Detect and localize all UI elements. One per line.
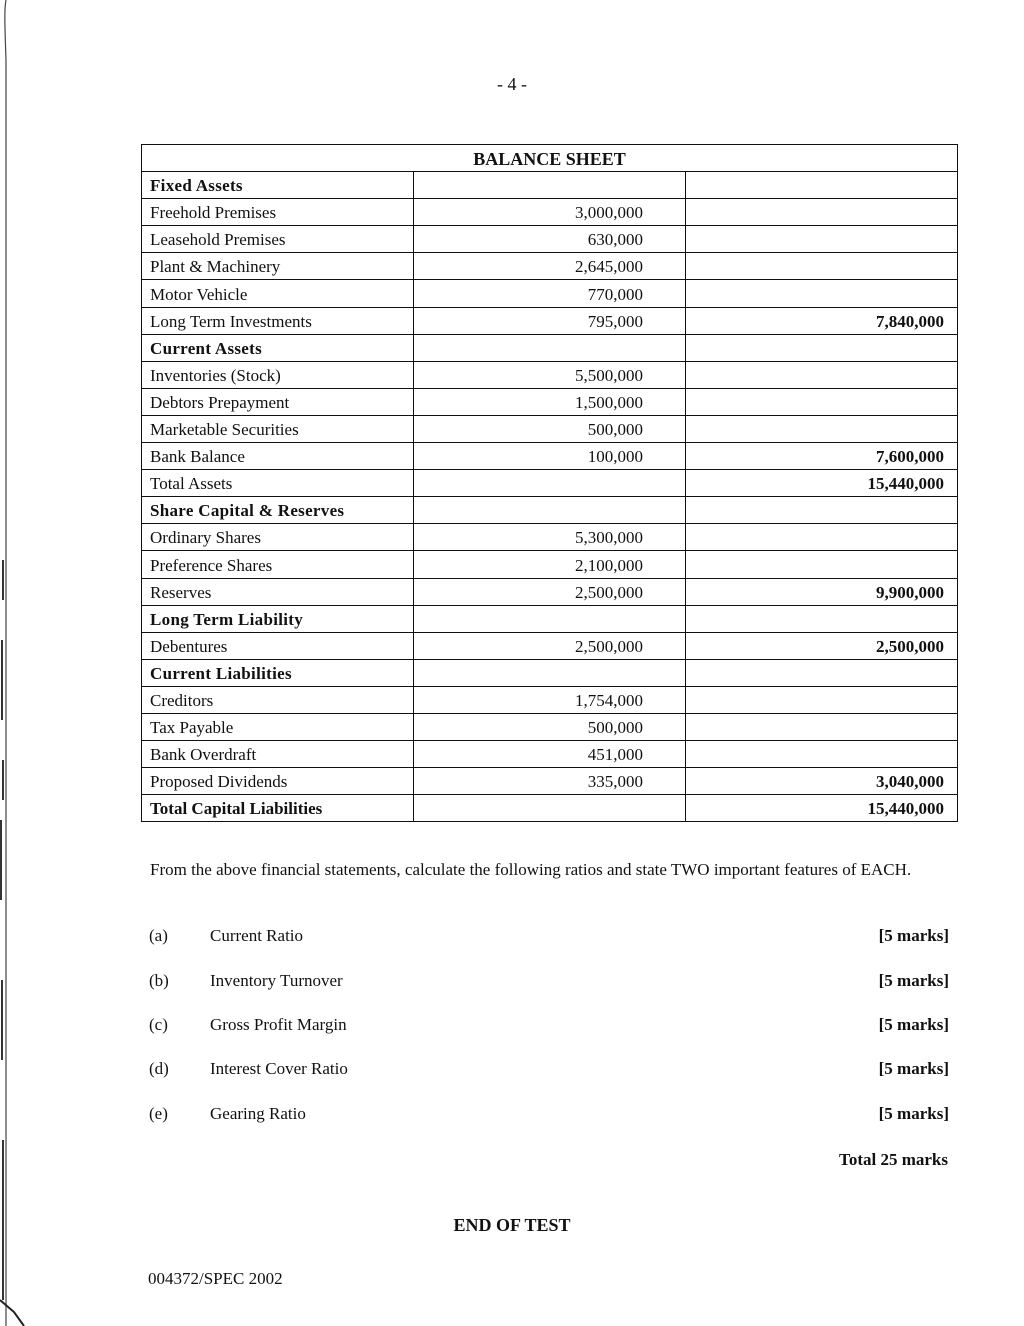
row-amount xyxy=(414,497,686,524)
row-amount xyxy=(414,795,686,822)
row-amount: 500,000 xyxy=(414,415,686,442)
row-label: Motor Vehicle xyxy=(142,280,414,307)
row-label: Reserves xyxy=(142,578,414,605)
row-label: Inventories (Stock) xyxy=(142,361,414,388)
row-amount: 2,645,000 xyxy=(414,253,686,280)
row-amount xyxy=(414,605,686,632)
row-label: Debentures xyxy=(142,632,414,659)
question-letter: (d) xyxy=(149,1059,169,1078)
row-label: Tax Payable xyxy=(142,713,414,740)
section-heading: Long Term Liability xyxy=(142,605,414,632)
question-item xyxy=(149,1104,949,1128)
table-row xyxy=(142,578,958,605)
row-amount: 2,500,000 xyxy=(414,578,686,605)
question-marks: [5 marks] xyxy=(878,926,949,945)
question-letter: (c) xyxy=(149,1015,168,1034)
row-total xyxy=(686,199,958,226)
row-amount xyxy=(414,172,686,199)
row-amount xyxy=(414,334,686,361)
row-amount: 770,000 xyxy=(414,280,686,307)
row-label: Proposed Dividends xyxy=(142,768,414,795)
row-label: Freehold Premises xyxy=(142,199,414,226)
row-label: Marketable Securities xyxy=(142,415,414,442)
row-label: Creditors xyxy=(142,686,414,713)
question-name: Gearing Ratio xyxy=(210,1104,306,1123)
row-label: Bank Overdraft xyxy=(142,741,414,768)
row-amount: 630,000 xyxy=(414,226,686,253)
row-amount: 500,000 xyxy=(414,713,686,740)
row-total xyxy=(686,334,958,361)
row-amount: 3,000,000 xyxy=(414,199,686,226)
end-of-test: END OF TEST xyxy=(453,1215,571,1235)
row-total xyxy=(686,497,958,524)
table-row xyxy=(142,172,958,199)
question-letter: (a) xyxy=(149,926,168,945)
table-title: BALANCE SHEET xyxy=(142,145,958,172)
row-label: Plant & Machinery xyxy=(142,253,414,280)
table-row xyxy=(142,199,958,226)
row-total: 9,900,000 xyxy=(686,578,958,605)
total-marks: Total 25 marks xyxy=(839,1150,948,1169)
row-label: Total Assets xyxy=(142,470,414,497)
row-amount: 2,100,000 xyxy=(414,551,686,578)
row-total xyxy=(686,280,958,307)
question-item xyxy=(149,1015,949,1039)
question-name: Gross Profit Margin xyxy=(210,1015,347,1034)
table-row xyxy=(142,226,958,253)
question-marks: [5 marks] xyxy=(878,971,949,990)
table-row xyxy=(142,741,958,768)
question-name: Interest Cover Ratio xyxy=(210,1059,348,1078)
row-total xyxy=(686,172,958,199)
row-amount: 2,500,000 xyxy=(414,632,686,659)
table-row xyxy=(142,632,958,659)
row-amount: 5,300,000 xyxy=(414,524,686,551)
table-header-row xyxy=(142,145,958,172)
question-item xyxy=(149,971,949,995)
row-total xyxy=(686,741,958,768)
row-amount xyxy=(414,470,686,497)
table-row xyxy=(142,253,958,280)
section-heading: Fixed Assets xyxy=(142,172,414,199)
row-amount: 795,000 xyxy=(414,307,686,334)
question-marks: [5 marks] xyxy=(878,1015,949,1034)
row-total xyxy=(686,388,958,415)
row-total xyxy=(686,524,958,551)
table-row xyxy=(142,686,958,713)
table-row xyxy=(142,361,958,388)
table-row xyxy=(142,659,958,686)
table-row xyxy=(142,388,958,415)
table-row xyxy=(142,713,958,740)
question-name: Inventory Turnover xyxy=(210,971,343,990)
page-number: - 4 - xyxy=(497,74,527,94)
table-row xyxy=(142,415,958,442)
row-amount: 5,500,000 xyxy=(414,361,686,388)
section-heading: Current Liabilities xyxy=(142,659,414,686)
row-amount: 451,000 xyxy=(414,741,686,768)
row-amount: 1,754,000 xyxy=(414,686,686,713)
row-label: Bank Balance xyxy=(142,443,414,470)
row-total xyxy=(686,605,958,632)
row-total xyxy=(686,551,958,578)
table-row xyxy=(142,280,958,307)
table-row xyxy=(142,551,958,578)
paper-code: 004372/SPEC 2002 xyxy=(148,1269,283,1288)
row-label: Preference Shares xyxy=(142,551,414,578)
row-amount: 335,000 xyxy=(414,768,686,795)
section-heading: Share Capital & Reserves xyxy=(142,497,414,524)
row-label: Long Term Investments xyxy=(142,307,414,334)
balance-sheet-table xyxy=(141,144,958,822)
row-label: Leasehold Premises xyxy=(142,226,414,253)
question-name: Current Ratio xyxy=(210,926,304,945)
table-row xyxy=(142,524,958,551)
table-row xyxy=(142,470,958,497)
row-total: 7,600,000 xyxy=(686,443,958,470)
scan-edge-artifact xyxy=(0,0,26,1326)
row-label: Total Capital Liabilities xyxy=(142,795,414,822)
question-marks: [5 marks] xyxy=(878,1059,949,1078)
row-total: 15,440,000 xyxy=(686,470,958,497)
row-label: Debtors Prepayment xyxy=(142,388,414,415)
row-total: 3,040,000 xyxy=(686,768,958,795)
row-amount: 100,000 xyxy=(414,443,686,470)
table-row xyxy=(142,334,958,361)
row-total xyxy=(686,226,958,253)
question-letter: (e) xyxy=(149,1104,168,1123)
row-total xyxy=(686,713,958,740)
row-total xyxy=(686,686,958,713)
section-heading: Current Assets xyxy=(142,334,414,361)
table-row xyxy=(142,768,958,795)
row-total xyxy=(686,361,958,388)
row-total xyxy=(686,415,958,442)
question-item xyxy=(149,926,949,950)
table-row xyxy=(142,307,958,334)
question-letter: (b) xyxy=(149,971,169,990)
row-total: 15,440,000 xyxy=(686,795,958,822)
row-total: 2,500,000 xyxy=(686,632,958,659)
question-marks: [5 marks] xyxy=(878,1104,949,1123)
row-total: 7,840,000 xyxy=(686,307,958,334)
row-amount: 1,500,000 xyxy=(414,388,686,415)
row-total xyxy=(686,659,958,686)
table-row xyxy=(142,497,958,524)
row-amount xyxy=(414,659,686,686)
table-row xyxy=(142,795,958,822)
table-row xyxy=(142,443,958,470)
table-row xyxy=(142,605,958,632)
instructions-text: From the above financial statements, calculate the following ratios and state TWO important features of EACH. xyxy=(150,860,912,879)
row-total xyxy=(686,253,958,280)
row-label: Ordinary Shares xyxy=(142,524,414,551)
question-item xyxy=(149,1059,949,1083)
